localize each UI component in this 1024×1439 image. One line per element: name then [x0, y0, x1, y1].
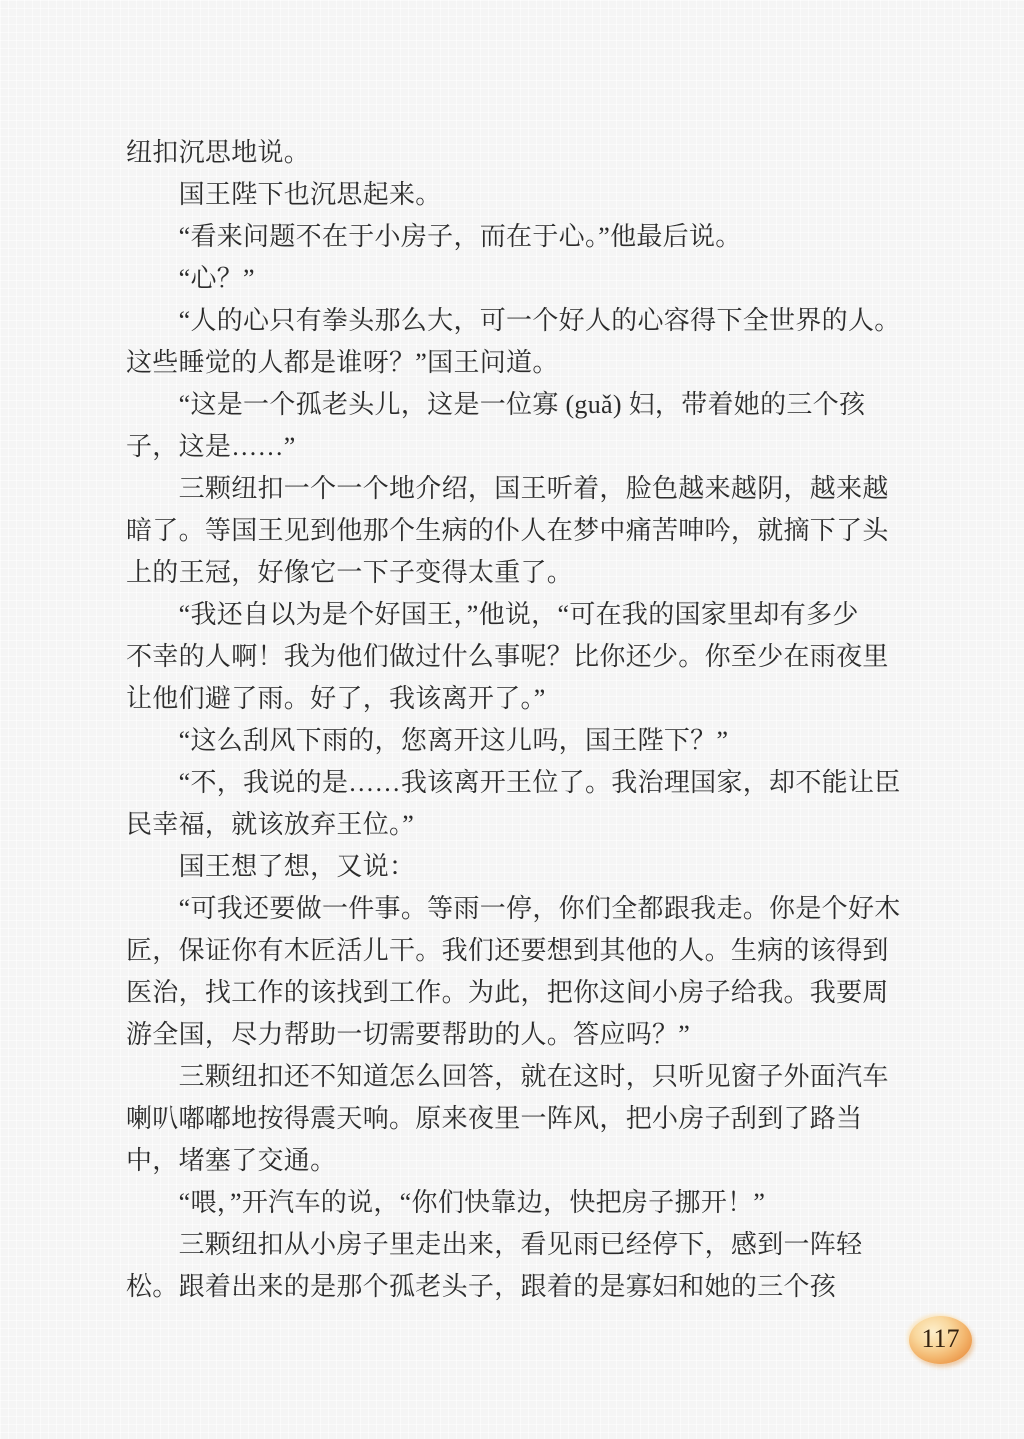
text-line: “这么刮风下雨的，您离开这儿吗，国王陛下？”	[126, 726, 729, 755]
text-line: “不，我说的是……我该离开王位了。我治理国家，却不能让臣	[126, 768, 901, 797]
text-line: 上的王冠，好像它一下子变得太重了。	[126, 558, 574, 587]
text-line: “喂，”开汽车的说，“你们快靠边，快把房子挪开！”	[126, 1188, 766, 1217]
text-line: 松。跟着出来的是那个孤老头子，跟着的是寡妇和她的三个孩	[126, 1272, 837, 1301]
text-line: 医治，找工作的该找到工作。为此，把你这间小房子给我。我要周	[126, 978, 889, 1007]
text-line: 不幸的人啊！我为他们做过什么事呢？比你还少。你至少在雨夜里	[126, 642, 889, 671]
text-line: 这些睡觉的人都是谁呀？”国王问道。	[126, 348, 559, 377]
text-line: “这是一个孤老头儿，这是一位寡 (guǎ) 妇，带着她的三个孩	[126, 390, 866, 419]
text-line: “可我还要做一件事。等雨一停，你们全都跟我走。你是个好木	[126, 894, 901, 923]
text-line: 国王想了想，又说：	[126, 852, 416, 881]
text-line: 国王陛下也沉思起来。	[126, 180, 442, 209]
text-line: 子，这是……”	[126, 432, 296, 461]
text-line: 让他们避了雨。好了，我该离开了。”	[126, 684, 546, 713]
text-line: “心？”	[126, 264, 255, 293]
page-number-badge	[909, 1316, 972, 1364]
text-line: “人的心只有拳头那么大，可一个好人的心容得下全世界的人。	[126, 306, 901, 335]
text-line: 民幸福，就该放弃王位。”	[126, 810, 415, 839]
text-line: 纽扣沉思地说。	[126, 138, 311, 167]
text-line: 游全国，尽力帮助一切需要帮助的人。答应吗？”	[126, 1020, 691, 1049]
text-line: 暗了。等国王见到他那个生病的仆人在梦中痛苦呻吟，就摘下了头	[126, 516, 889, 545]
text-line: 匠，保证你有木匠活儿干。我们还要想到其他的人。生病的该得到	[126, 936, 889, 965]
text-line: 三颗纽扣从小房子里走出来，看见雨已经停下，感到一阵轻	[126, 1230, 863, 1259]
text-line: 三颗纽扣一个一个地介绍，国王听着，脸色越来越阴，越来越	[126, 474, 889, 503]
text-line: “看来问题不在于小房子，而在于心。”他最后说。	[126, 222, 742, 251]
page-number: 117	[921, 1324, 960, 1353]
text-line: 三颗纽扣还不知道怎么回答，就在这时，只听见窗子外面汽车	[126, 1062, 889, 1091]
text-line: 中，堵塞了交通。	[126, 1146, 337, 1175]
text-line: “我还自以为是个好国王，”他说，“可在我的国家里却有多少	[126, 600, 859, 629]
story-text	[126, 132, 916, 1308]
text-line: 喇叭嘟嘟地按得震天响。原来夜里一阵风，把小房子刮到了路当	[126, 1104, 863, 1133]
